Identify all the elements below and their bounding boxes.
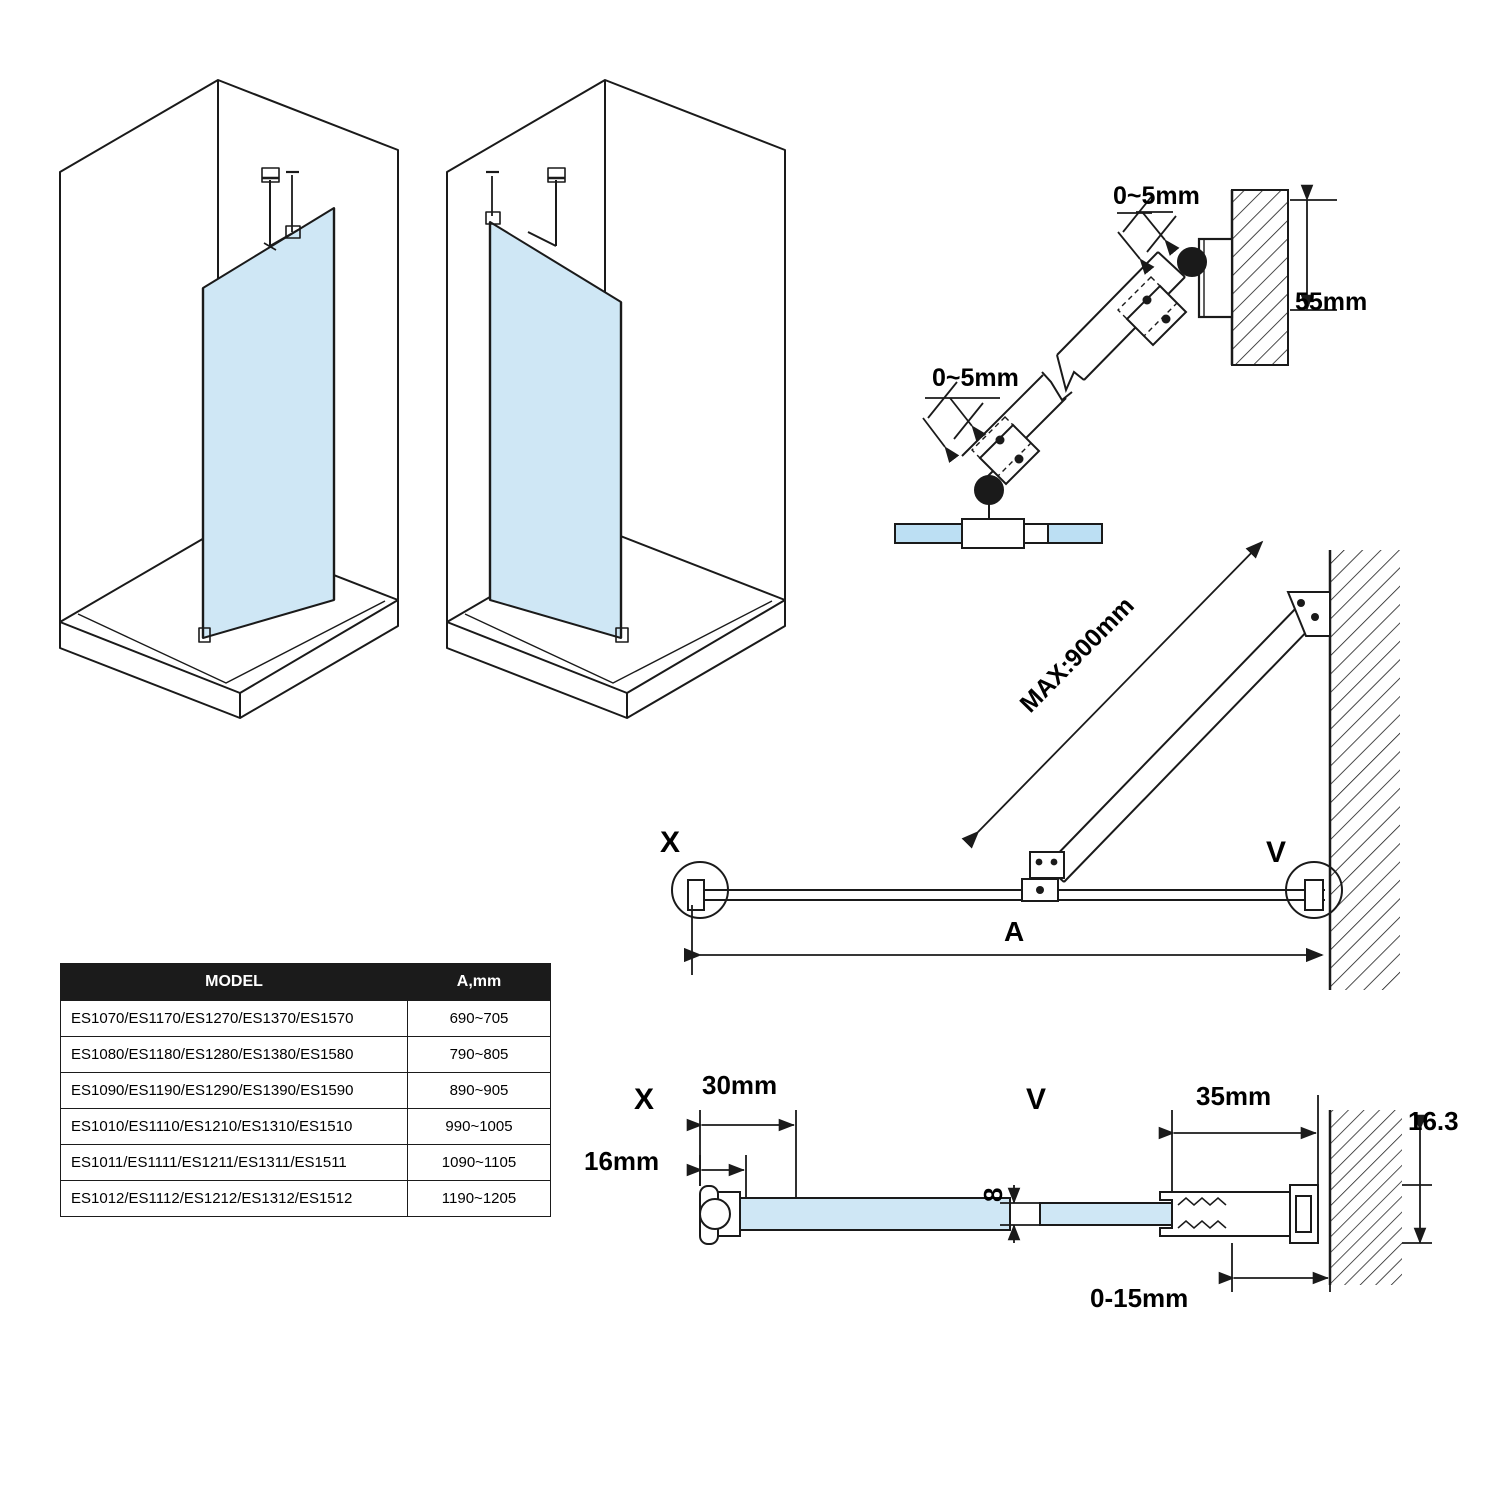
section-v-detail: [1000, 1095, 1432, 1292]
enclosure-right-iso: [447, 80, 785, 718]
enclosure-left-iso: [60, 80, 398, 718]
cell-model: ES1090/ES1190/ES1290/ES1390/ES1590: [61, 1073, 408, 1109]
cell-a: 790~805: [408, 1037, 551, 1073]
cell-model: ES1011/ES1111/ES1211/ES1311/ES1511: [61, 1145, 408, 1181]
cell-model: ES1070/ES1170/ES1270/ES1370/ES1570: [61, 1001, 408, 1037]
label-wall-plate-height: 55mm: [1295, 288, 1368, 316]
label-section-v-glass: 8: [978, 1187, 1008, 1202]
label-support-bar-max: MAX:900mm: [1014, 591, 1140, 719]
section-x-detail: [700, 1110, 1010, 1244]
table-row: [61, 1109, 551, 1145]
cell-a: 990~1005: [408, 1109, 551, 1145]
label-dim-a: A: [1004, 916, 1025, 947]
label-bracket-gap-lower: 0~5mm: [932, 364, 1019, 392]
label-section-v-height: 16.3: [1408, 1106, 1459, 1136]
label-bracket-gap-top: 0~5mm: [1113, 182, 1200, 210]
label-callout-v-section: V: [1026, 1083, 1047, 1116]
cell-a: 690~705: [408, 1001, 551, 1037]
label-callout-x-plan: X: [660, 826, 681, 859]
cell-a: 890~905: [408, 1073, 551, 1109]
cell-a: 1190~1205: [408, 1181, 551, 1217]
table-row: [61, 1181, 551, 1217]
model-dimension-table: [60, 963, 551, 1217]
cell-model: ES1080/ES1180/ES1280/ES1380/ES1580: [61, 1037, 408, 1073]
dim-30mm: [700, 1110, 796, 1198]
label-callout-x-section: X: [634, 1083, 655, 1116]
dim-16-3: [1402, 1130, 1432, 1243]
table-row: [61, 1001, 551, 1037]
table-header-a: A,mm: [408, 964, 551, 1001]
plan-view: [672, 542, 1400, 990]
label-section-v-adjust: 0-15mm: [1090, 1283, 1189, 1313]
table-row: [61, 1145, 551, 1181]
dim-0-15mm: [1232, 1243, 1330, 1292]
table-row: [61, 1073, 551, 1109]
label-section-x-glass: 16mm: [584, 1146, 660, 1176]
cell-a: 1090~1105: [408, 1145, 551, 1181]
table-header-model: MODEL: [61, 964, 408, 1001]
cell-model: ES1010/ES1110/ES1210/ES1310/ES1510: [61, 1109, 408, 1145]
table-header-row: [61, 964, 551, 1001]
glass-bracket: [895, 519, 1102, 548]
label-section-v-width: 35mm: [1196, 1081, 1272, 1111]
table-row: [61, 1037, 551, 1073]
label-section-x-width: 30mm: [702, 1070, 778, 1100]
label-callout-v-plan: V: [1266, 836, 1287, 869]
cell-model: ES1012/ES1112/ES1212/ES1312/ES1512: [61, 1181, 408, 1217]
